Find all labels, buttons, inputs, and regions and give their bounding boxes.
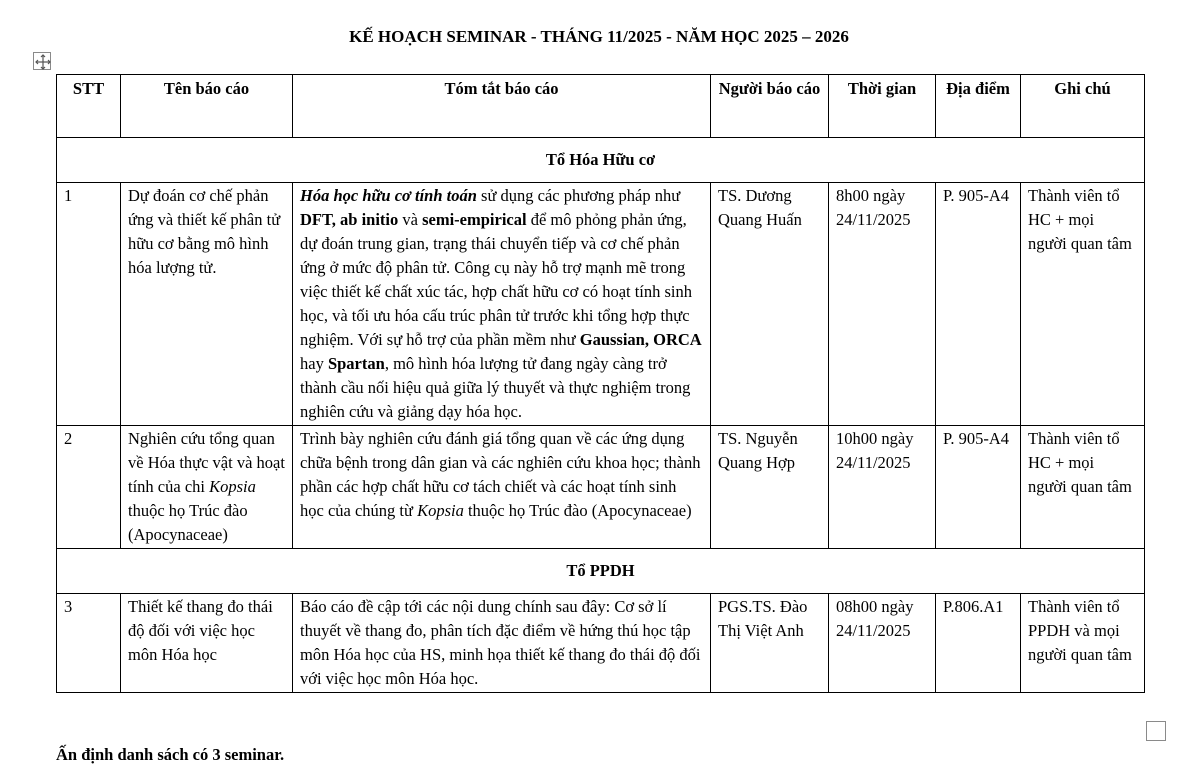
text-segment: thuộc họ Trúc đào (Apocynaceae) — [128, 501, 248, 544]
text-segment: Kopsia — [417, 501, 464, 520]
text-segment: và — [398, 210, 423, 229]
cell-tom-tat — [293, 426, 711, 549]
group-name: Tổ PPDH — [57, 549, 1145, 594]
table-header-row — [57, 75, 1145, 138]
page-title: KẾ HOẠCH SEMINAR - THÁNG 11/2025 - NĂM HỌC 2025 – 2026 — [349, 27, 849, 46]
cell-dia-diem: P.806.A1 — [936, 594, 1021, 693]
seminar-table — [56, 74, 1145, 693]
text-segment: Spartan — [327, 354, 385, 373]
text-segment: Trình bày nghiên cứu đánh giá tổng quan về các ứng dụng chữa bệnh trong dân gian và các nghiên cứu khoa học; thành phần các hợp chất hữu cơ tách chiết và các hoạt tính sinh học của chúng từ — [300, 429, 701, 520]
table-row — [57, 426, 1145, 549]
header-nguoi-bao-cao: Người báo cáo — [711, 75, 829, 138]
cell-nguoi-bao-cao: TS. Nguyễn Quang Hợp — [711, 426, 829, 549]
cell-ghi-chu: Thành viên tổ HC + mọi người quan tâm — [1021, 183, 1145, 426]
text-segment: Gaussian, ORCA — [579, 330, 702, 349]
cell-stt: 1 — [57, 183, 121, 426]
text-segment: DFT, ab initio — [300, 210, 399, 229]
cell-stt: 2 — [57, 426, 121, 549]
cell-tom-tat — [293, 183, 711, 426]
cell-stt: 3 — [57, 594, 121, 693]
table-end-marker — [1146, 721, 1166, 741]
text-segment: hay — [300, 354, 328, 373]
cell-nguoi-bao-cao: PGS.TS. Đào Thị Việt Anh — [711, 594, 829, 693]
cell-thoi-gian: 8h00 ngày 24/11/2025 — [829, 183, 936, 426]
cell-ten-bao-cao — [121, 426, 293, 549]
table-body — [57, 138, 1145, 693]
group-row — [57, 138, 1145, 183]
cell-tom-tat — [293, 594, 711, 693]
text-segment: Hóa học hữu cơ tính toán — [300, 186, 477, 205]
cell-ghi-chu: Thành viên tổ HC + mọi người quan tâm — [1021, 426, 1145, 549]
cell-dia-diem: P. 905-A4 — [936, 183, 1021, 426]
text-segment: Nghiên cứu tổng quan về Hóa thực vật và hoạt tính của chi — [128, 429, 285, 496]
table-move-handle-icon[interactable] — [33, 52, 51, 70]
header-tom-tat: Tóm tắt báo cáo — [293, 75, 711, 138]
text-segment: Kopsia — [209, 477, 256, 496]
cell-dia-diem: P. 905-A4 — [936, 426, 1021, 549]
cell-ten-bao-cao: Dự đoán cơ chế phản ứng và thiết kế phân tử hữu cơ bằng mô hình hóa lượng tử. — [121, 183, 293, 426]
cell-thoi-gian: 10h00 ngày 24/11/2025 — [829, 426, 936, 549]
text-segment: semi-empirical — [422, 210, 527, 229]
header-dia-diem: Địa điểm — [936, 75, 1021, 138]
text-segment: sử dụng các phương pháp như — [476, 186, 681, 205]
cell-thoi-gian: 08h00 ngày 24/11/2025 — [829, 594, 936, 693]
text-segment: , mô hình hóa lượng tử đang ngày càng trở thành cầu nối hiệu quả giữa lý thuyết và thực nghiệm trong nghiên cứu và giảng dạy hóa học. — [300, 354, 691, 421]
text-segment — [300, 186, 477, 205]
table-row — [57, 183, 1145, 426]
footer-note: Ấn định danh sách có 3 seminar. — [56, 745, 285, 764]
header-stt: STT — [57, 75, 121, 138]
text-segment: Báo cáo đề cập tới các nội dung chính sau đây: Cơ sở lí thuyết về thang đo, phân tích đặc điểm về hứng thú học tập môn Hóa học của HS, minh họa thiết kế thang đo thái độ đối với việc học môn Hóa học. — [300, 597, 701, 688]
group-row — [57, 549, 1145, 594]
cell-ten-bao-cao: Thiết kế thang đo thái độ đối với việc học môn Hóa học — [121, 594, 293, 693]
text-segment: để mô phỏng phản ứng, dự đoán trung gian, trạng thái chuyển tiếp và cơ chế phản ứng ở mức độ phân tử. Công cụ này hỗ trợ mạnh mẽ trong việc thiết kế chất xúc tác, hợp chất hữu cơ có hoạt tính sinh học, và tối ưu hóa cấu trúc phân tử trước khi tổng hợp thực nghiệm. Với sự hỗ trợ của phần mềm như — [300, 210, 693, 349]
header-ghi-chu: Ghi chú — [1021, 75, 1145, 138]
table-row — [57, 594, 1145, 693]
cell-nguoi-bao-cao: TS. Dương Quang Huấn — [711, 183, 829, 426]
header-ten-bao-cao: Tên báo cáo — [121, 75, 293, 138]
cell-ghi-chu: Thành viên tổ PPDH và mọi người quan tâm — [1021, 594, 1145, 693]
text-segment: thuộc họ Trúc đào (Apocynaceae) — [463, 501, 692, 520]
header-thoi-gian: Thời gian — [829, 75, 936, 138]
group-name: Tổ Hóa Hữu cơ — [57, 138, 1145, 183]
